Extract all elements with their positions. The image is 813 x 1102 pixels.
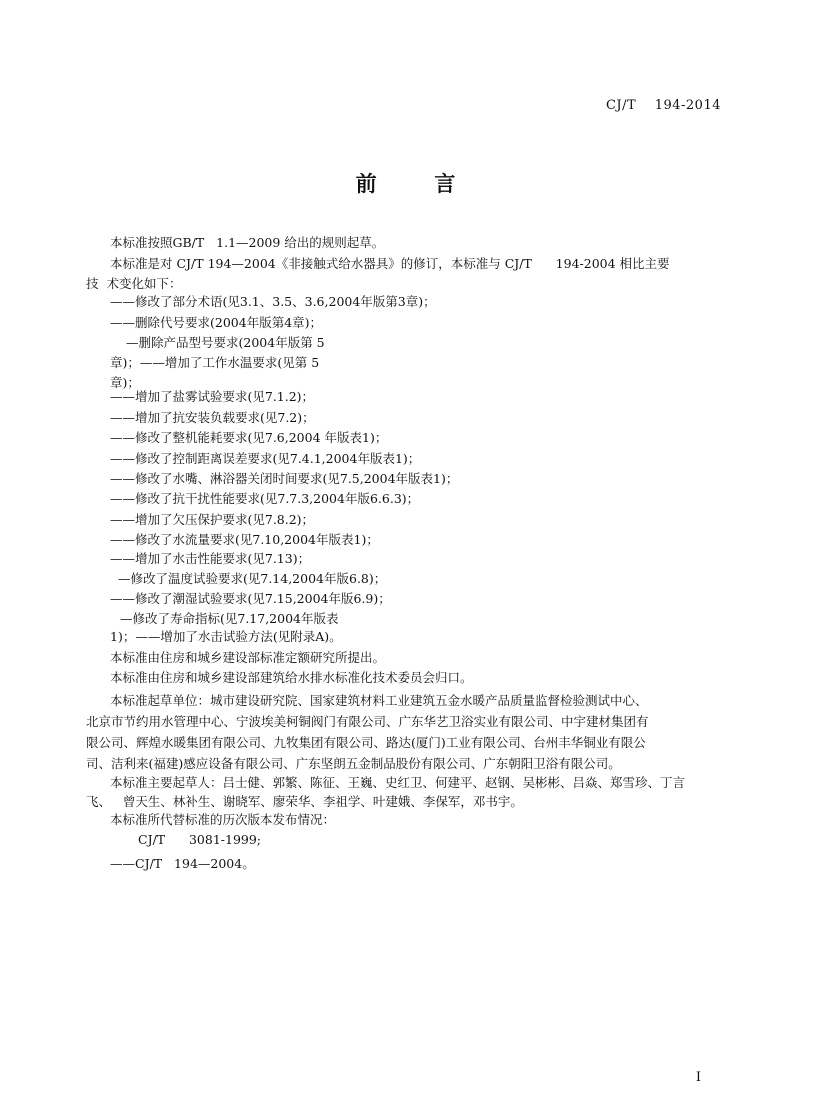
list-item: —修改了寿命指标(见7.17,2004年版表: [120, 611, 339, 626]
list-item: ——修改了潮湿试验要求(见7.15,2004年版6.9)；: [110, 591, 391, 606]
list-item: ——修改了控制距离误差要求(见7.4.1,2004年版表1)；: [110, 451, 421, 466]
text-line: 限公司、辉煌水暖集团有限公司、九牧集团有限公司、路达(厦门)工业有限公司、台州丰华铜业有限公: [86, 735, 646, 750]
list-item: ——修改了抗干扰性能要求(见7.7.3,2004年版6.6.3)；: [110, 491, 420, 506]
list-item: ——增加了欠压保护要求(见7.8.2)；: [110, 512, 315, 527]
text-line: 本标准由住房和城乡建设部建筑给水排水标准化技术委员会归口。: [110, 670, 473, 685]
list-item: 章)；: [110, 375, 140, 390]
list-item: —修改了温度试验要求(见7.14,2004年版6.8)；: [118, 571, 387, 586]
list-item: 章)；——增加了工作水温要求(见第 5: [110, 355, 320, 370]
list-item: ——修改了部分术语(见3.1、3.5、3.6,2004年版第3章)；: [110, 294, 436, 309]
list-item: ——增加了盐雾试验要求(见7.1.2)；: [110, 389, 315, 404]
list-item: —删除产品型号要求(2004年版第 5: [126, 335, 325, 350]
text-line: 北京市节约用水管理中心、宁波埃美柯铜阀门有限公司、广东华艺卫浴实业有限公司、中宇建材集团有: [86, 714, 649, 729]
text-line: 技 术变化如下：: [86, 276, 182, 291]
text-line: 本标准是对 CJ/T 194—2004《非接触式给水器具》的修订，本标准与 CJ/T 194-2004 相比主要: [110, 256, 670, 271]
list-item: ——增加了抗安装负载要求(见7.2)；: [110, 410, 315, 425]
text-line: 本标准主要起草人：吕士健、郭繁、陈征、王巍、史红卫、何建平、赵钢、吴彬彬、吕焱、郑雪珍、丁言: [110, 775, 686, 790]
list-item: ——CJ/T 194—2004。: [110, 856, 255, 871]
list-item: 1)；——增加了水击试验方法(见附录A)。: [110, 629, 342, 644]
list-item: ——修改了水流量要求(见7.10,2004年版表1)；: [110, 532, 379, 547]
text-line: 本标准按照GB/T 1.1—2009 给出的规则起草。: [110, 235, 385, 250]
list-item: ——删除代号要求(2004年版第4章)；: [110, 315, 323, 330]
text-line: 飞、 曾天生、林补生、谢晓军、廖荣华、李祖学、叶建娥、李保军，邓书宇。: [86, 794, 523, 809]
page-number: I: [695, 1070, 701, 1085]
list-item: CJ/T 3081-1999;: [138, 832, 262, 847]
text-line: 本标准起草单位：城市建设研究院、国家建筑材料工业建筑五金水暖产品质量监督检验测试中心、: [110, 693, 648, 708]
list-item: ——增加了水击性能要求(见7.13)；: [110, 551, 311, 566]
text-line: 本标准由住房和城乡建设部标准定额研究所提出。: [110, 650, 386, 665]
standard-code: CJ/T 194-2014: [605, 98, 721, 113]
text-line: 本标准所代替标准的历次版本发布情况：: [110, 812, 336, 827]
page-title: 前 言: [355, 172, 458, 196]
list-item: ——修改了整机能耗要求(见7.6,2004 年版表1)；: [110, 430, 388, 445]
list-item: ——修改了水嘴、淋浴器关闭时间要求(见7.5,2004年版表1)；: [110, 471, 459, 486]
text-line: 司、洁利来(福建)感应设备有限公司、广东坚朗五金制品股份有限公司、广东朝阳卫浴有限公司。: [86, 756, 621, 771]
